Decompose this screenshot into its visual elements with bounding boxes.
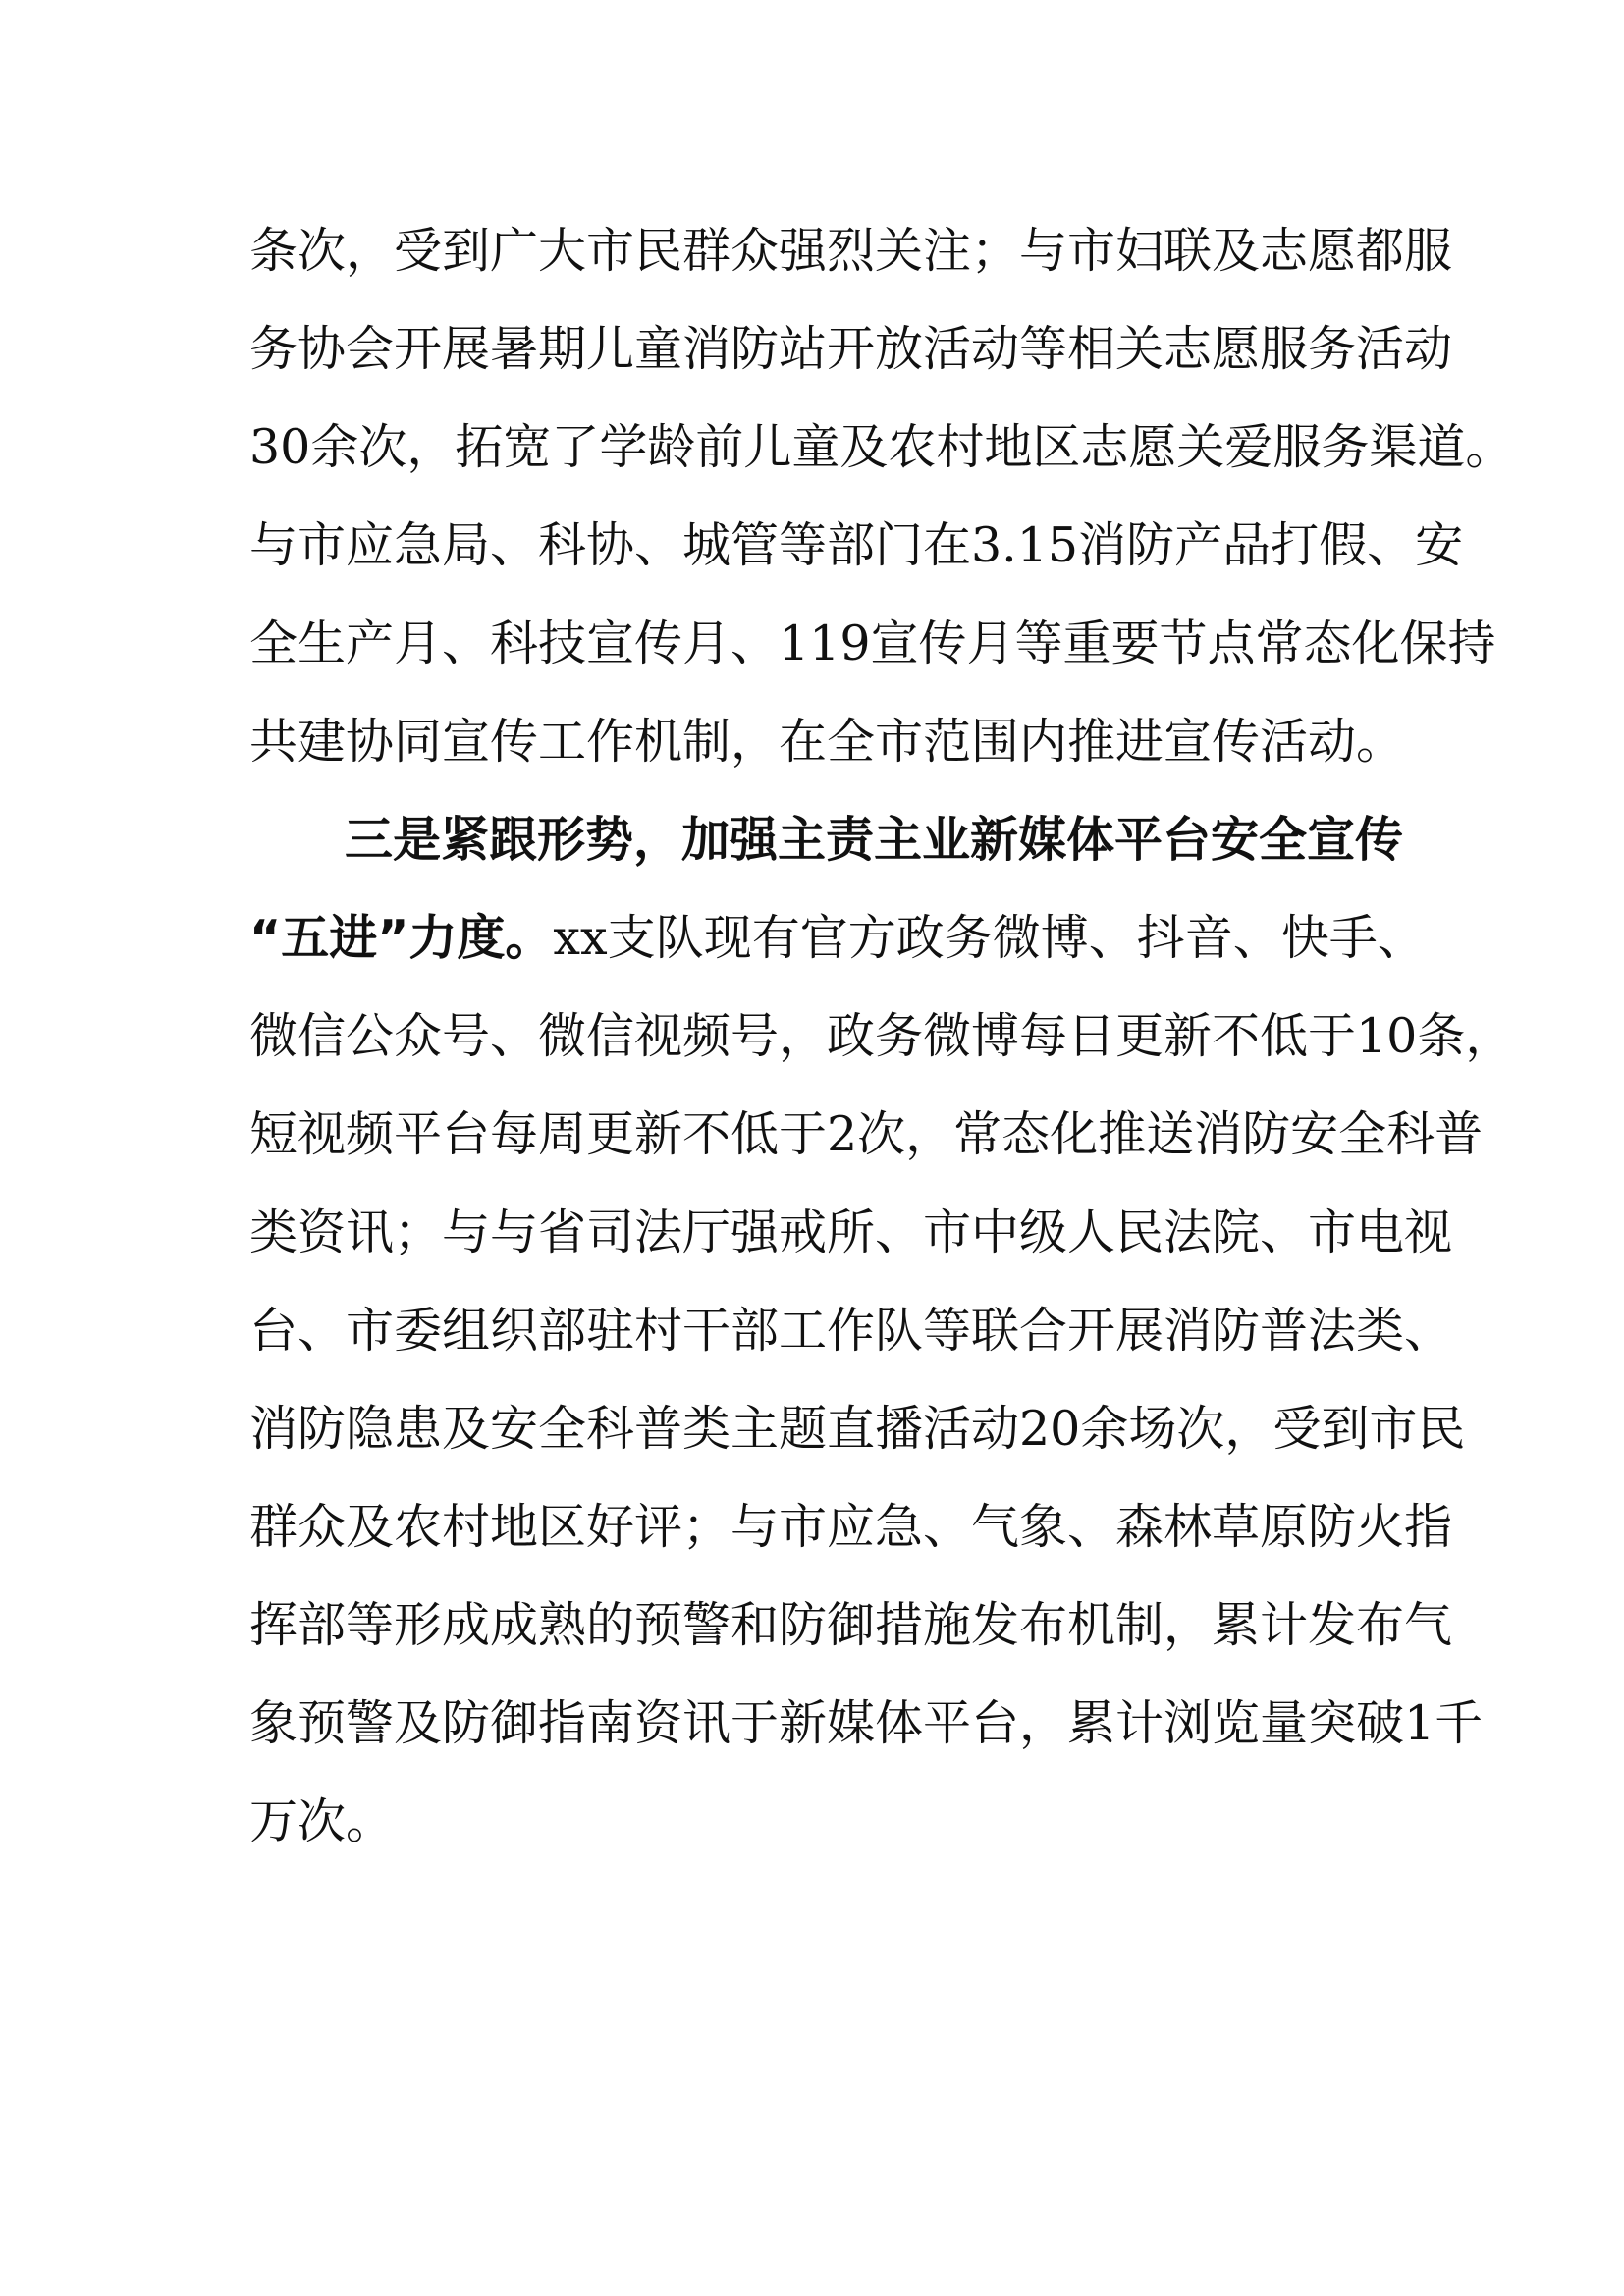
paragraph2-line-6: 台、市委组织部驻村干部工作队等联合开展消防普法类、 — [249, 1303, 1453, 1359]
paragraph2-heading-line-2: “五进”力度。 — [249, 910, 554, 966]
paragraph2-line-10: 象预警及防御指南资讯于新媒体平台，累计浏览量突破1千 — [249, 1695, 1484, 1751]
paragraph2-line-7: 消防隐患及安全科普类主题直播活动20余场次，受到市民 — [249, 1401, 1466, 1457]
paragraph1-line-5: 全生产月、科技宣传月、119宣传月等重要节点常态化保持 — [249, 615, 1496, 671]
paragraph2-line-5: 类资讯；与与省司法厅强戒所、市中级人民法院、市电视 — [249, 1204, 1453, 1260]
paragraph2-line-3: 微信公众号、微信视频号，政务微博每日更新不低于10条， — [249, 1008, 1514, 1064]
paragraph2-line-9: 挥部等形成成熟的预警和防御措施发布机制，累计发布气 — [249, 1597, 1453, 1653]
paragraph2-heading-line-1: 三是紧跟形势，加强主责主业新媒体平台安全宣传 — [345, 812, 1404, 868]
paragraph2-line-8: 群众及农村地区好评；与市应急、气象、森林草原防火指 — [249, 1499, 1453, 1555]
paragraph1-line-6: 共建协同宣传工作机制，在全市范围内推进宣传活动。 — [249, 714, 1405, 770]
paragraph1-line-1: 条次，受到广大市民群众强烈关注；与市妇联及志愿都服 — [249, 223, 1453, 279]
paragraph2-line-2 — [249, 889, 1426, 988]
paragraph2-line-2-rest: xx支队现有官方政务微博、抖音、快手、 — [553, 910, 1426, 966]
paragraph1-line-2: 务协会开展暑期儿童消防站开放活动等相关志愿服务活动 — [249, 321, 1453, 377]
paragraph1-line-3: 30余次，拓宽了学龄前儿童及农村地区志愿关爱服务渠道。 — [249, 419, 1514, 475]
paragraph2-line-4: 短视频平台每周更新不低于2次，常态化推送消防安全科普 — [249, 1106, 1484, 1162]
paragraph2-line-11: 万次。 — [249, 1793, 395, 1849]
paragraph1-line-4: 与市应急局、科协、城管等部门在3.15消防产品打假、安 — [249, 517, 1464, 573]
